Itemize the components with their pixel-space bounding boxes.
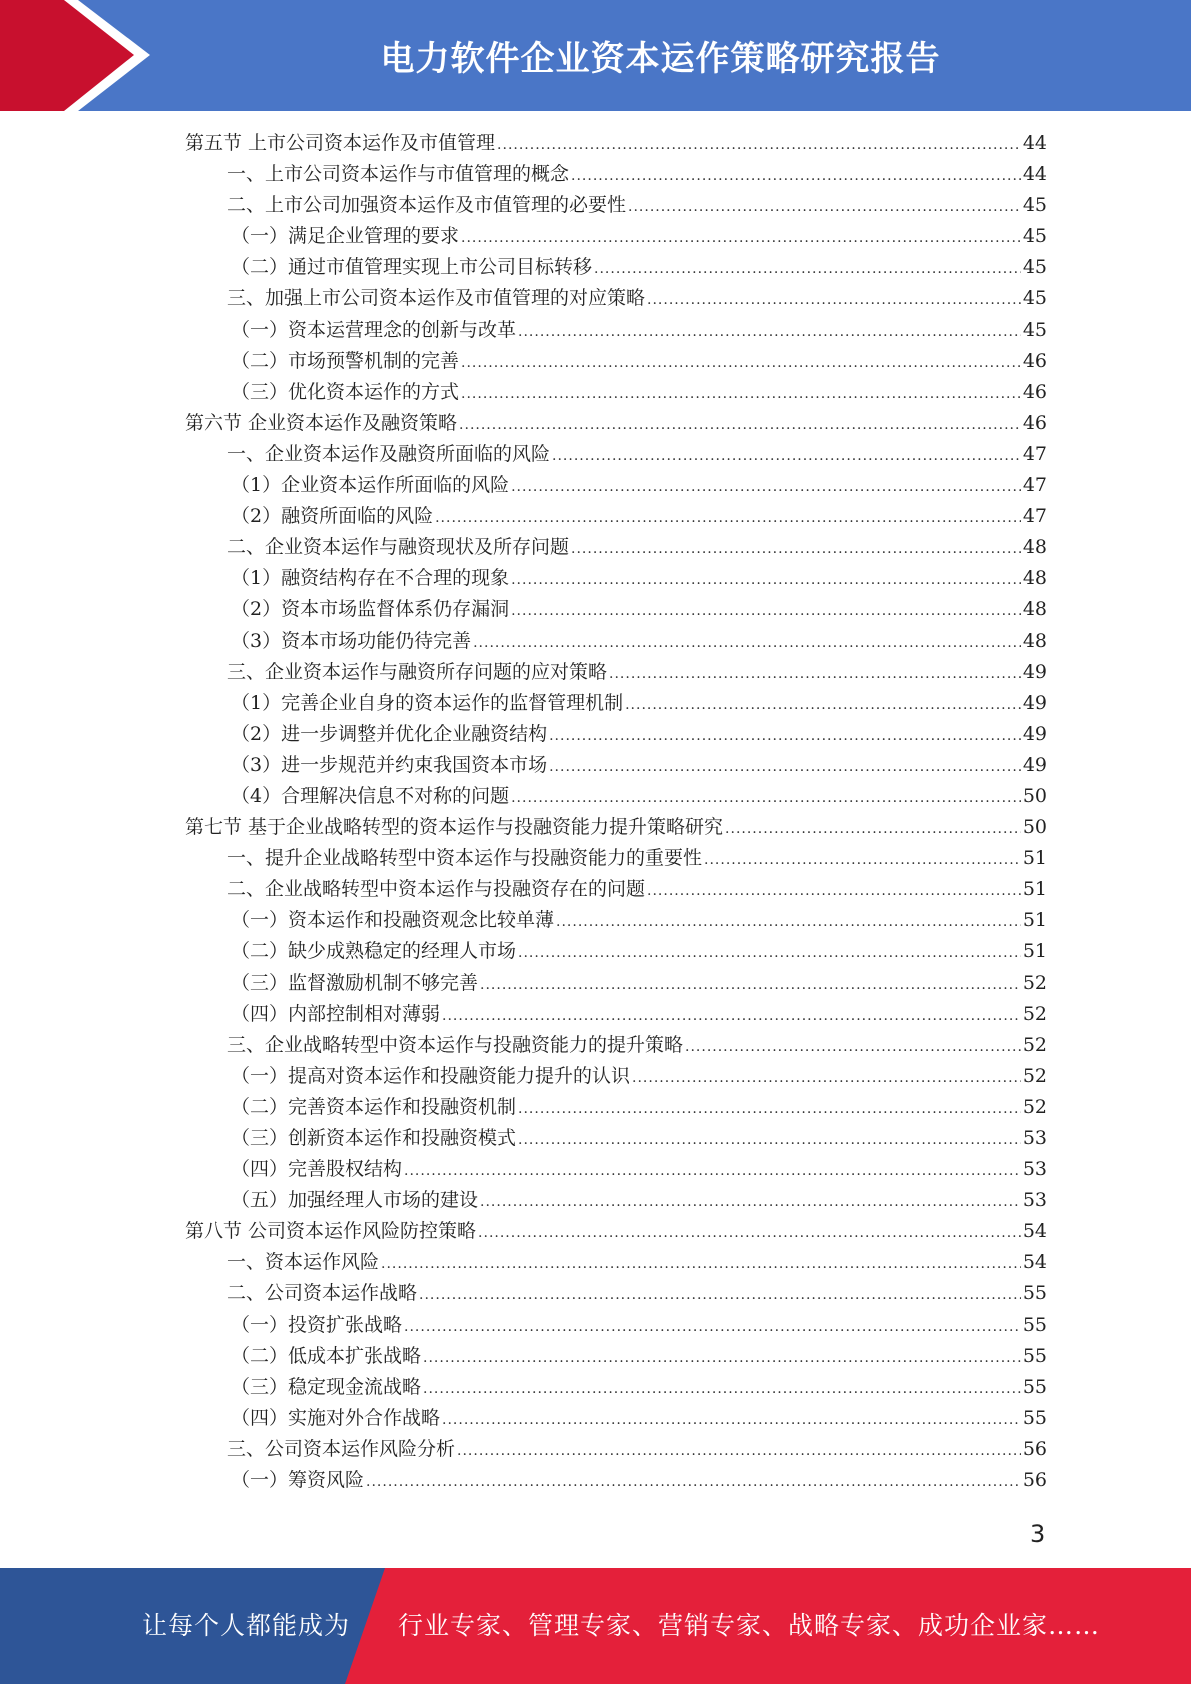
toc-entry-page: 52	[1022, 1002, 1047, 1025]
toc-entry-label: （1）融资结构存在不合理的现象	[231, 567, 510, 590]
toc-dot-leader	[478, 1218, 1021, 1249]
footer-slogan-right: 行业专家、管理专家、营销专家、战略专家、成功企业家……	[398, 1611, 1101, 1640]
toc-entry[interactable]	[185, 563, 1047, 594]
toc-entry-page: 52	[1022, 1064, 1047, 1087]
toc-dot-leader	[685, 1032, 1021, 1063]
toc-entry[interactable]	[185, 1216, 1047, 1247]
toc-dot-leader	[511, 596, 1021, 627]
toc-dot-leader	[461, 379, 1021, 410]
toc-dot-leader	[511, 565, 1021, 596]
toc-entry-label: （三）稳定现金流战略	[231, 1375, 422, 1398]
toc-entry-label: （四）完善股权结构	[231, 1158, 403, 1181]
toc-entry-page: 48	[1022, 629, 1047, 652]
toc-entry-page: 45	[1022, 225, 1047, 248]
toc-dot-leader	[725, 814, 1021, 845]
toc-dot-leader	[473, 628, 1021, 659]
toc-dot-leader	[549, 721, 1021, 752]
toc-entry-page: 49	[1022, 753, 1047, 776]
toc-entry-label: 第八节 公司资本运作风险防控策略	[185, 1220, 477, 1243]
toc-entry-page: 54	[1022, 1220, 1047, 1243]
toc-entry-page: 52	[1022, 1095, 1047, 1118]
report-title: 电力软件企业资本运作策略研究报告	[380, 39, 941, 79]
toc-entry-label: （三）监督激励机制不够完善	[231, 971, 479, 994]
toc-entry[interactable]	[185, 128, 1047, 159]
toc-entry-page: 55	[1022, 1313, 1047, 1336]
toc-entry-label: （一）资本运营理念的创新与改革	[231, 318, 517, 341]
toc-entry-page: 52	[1022, 1033, 1047, 1056]
toc-entry-label: 第七节 基于企业战略转型的资本运作与投融资能力提升策略研究	[185, 816, 724, 839]
toc-dot-leader	[647, 285, 1021, 316]
toc-entry[interactable]	[185, 1278, 1047, 1309]
table-of-contents	[185, 128, 1047, 1496]
toc-dot-leader	[556, 907, 1021, 938]
toc-entry-label: （3）资本市场功能仍待完善	[231, 629, 472, 652]
toc-entry-page: 55	[1022, 1282, 1047, 1305]
toc-entry[interactable]	[185, 315, 1047, 346]
toc-entry-label: （4）合理解决信息不对称的问题	[231, 784, 510, 807]
toc-entry-page: 50	[1022, 784, 1047, 807]
toc-entry[interactable]	[185, 439, 1047, 470]
toc-entry-page: 54	[1022, 1251, 1047, 1274]
toc-entry-page: 53	[1022, 1127, 1047, 1149]
toc-dot-leader	[404, 1312, 1021, 1343]
toc-entry-page: 56	[1022, 1469, 1047, 1492]
toc-entry-page: 49	[1022, 660, 1047, 683]
toc-entry-label: 一、资本运作风险	[227, 1251, 380, 1274]
toc-entry[interactable]	[185, 221, 1047, 252]
toc-entry-page: 51	[1022, 878, 1047, 901]
toc-entry[interactable]	[185, 626, 1047, 657]
toc-entry[interactable]	[185, 408, 1047, 439]
toc-entry[interactable]	[185, 1092, 1047, 1123]
toc-dot-leader	[518, 317, 1021, 348]
header-arrow-decoration	[0, 0, 150, 111]
toc-entry-label: （二）低成本扩张战略	[231, 1344, 422, 1367]
toc-entry[interactable]	[185, 936, 1047, 967]
toc-entry-label: 三、企业资本运作与融资所存问题的应对策略	[227, 660, 608, 683]
toc-dot-leader	[366, 1467, 1021, 1498]
toc-entry[interactable]	[185, 657, 1047, 688]
toc-entry[interactable]	[185, 252, 1047, 283]
toc-entry[interactable]	[185, 1310, 1047, 1341]
toc-entry-page: 47	[1022, 442, 1047, 465]
toc-dot-leader	[480, 970, 1021, 1001]
toc-entry[interactable]	[185, 999, 1047, 1030]
toc-entry-label: （2）资本市场监督体系仍存漏洞	[231, 598, 510, 621]
toc-entry-label: 二、企业战略转型中资本运作与投融资存在的问题	[227, 878, 646, 901]
toc-dot-leader	[647, 876, 1021, 907]
toc-entry[interactable]	[185, 1372, 1047, 1403]
toc-entry[interactable]	[185, 781, 1047, 812]
toc-dot-leader	[594, 254, 1021, 285]
toc-entry[interactable]	[185, 1341, 1047, 1372]
toc-entry-label: 二、上市公司加强资本运作及市值管理的必要性	[227, 194, 627, 217]
toc-entry[interactable]	[185, 283, 1047, 314]
toc-entry-label: 二、公司资本运作战略	[227, 1282, 418, 1305]
toc-entry[interactable]	[185, 470, 1047, 501]
toc-entry[interactable]	[185, 1434, 1047, 1465]
toc-entry-page: 55	[1022, 1406, 1047, 1429]
toc-entry[interactable]	[185, 594, 1047, 625]
toc-entry[interactable]	[185, 1465, 1047, 1496]
toc-dot-leader	[518, 938, 1021, 969]
toc-entry-label: （二）市场预警机制的完善	[231, 349, 460, 372]
toc-entry-label: 三、企业战略转型中资本运作与投融资能力的提升策略	[227, 1033, 684, 1056]
toc-entry[interactable]	[185, 532, 1047, 563]
toc-entry-label: （四）实施对外合作战略	[231, 1406, 441, 1429]
toc-dot-leader	[435, 503, 1021, 534]
toc-entry-page: 56	[1022, 1437, 1047, 1460]
toc-entry-label: （一）筹资风险	[231, 1469, 365, 1492]
toc-entry[interactable]	[185, 1403, 1047, 1434]
toc-entry-page: 48	[1022, 598, 1047, 621]
toc-entry-page: 46	[1022, 411, 1047, 434]
toc-entry-page: 53	[1022, 1158, 1047, 1181]
toc-entry[interactable]	[185, 346, 1047, 377]
toc-entry[interactable]	[185, 812, 1047, 843]
header-banner	[0, 0, 1191, 111]
toc-dot-leader	[628, 192, 1021, 223]
toc-entry-label: （1）完善企业自身的资本运作的监督管理机制	[231, 691, 624, 714]
toc-entry-label: （三）优化资本运作的方式	[231, 380, 460, 403]
toc-entry-label: （二）通过市值管理实现上市公司目标转移	[231, 256, 593, 279]
page-number: 3	[1030, 1520, 1046, 1548]
toc-dot-leader	[419, 1280, 1021, 1311]
toc-dot-leader	[423, 1374, 1021, 1405]
toc-entry-page: 45	[1022, 318, 1047, 341]
toc-entry[interactable]	[185, 1247, 1047, 1278]
toc-entry-label: （3）进一步规范并约束我国资本市场	[231, 753, 548, 776]
toc-entry-page: 46	[1022, 380, 1047, 403]
toc-dot-leader	[511, 783, 1021, 814]
toc-dot-leader	[480, 1187, 1021, 1218]
toc-entry-label: 第五节 上市公司资本运作及市值管理	[185, 132, 496, 154]
toc-dot-leader	[571, 161, 1021, 192]
toc-entry-label: 一、上市公司资本运作与市值管理的概念	[227, 163, 570, 186]
toc-entry-page: 51	[1022, 940, 1047, 963]
toc-entry-page: 51	[1022, 847, 1047, 870]
toc-dot-leader	[518, 1125, 1021, 1156]
toc-dot-leader	[571, 534, 1021, 565]
toc-dot-leader	[552, 441, 1021, 472]
toc-dot-leader	[497, 130, 1021, 161]
toc-dot-leader	[625, 690, 1021, 721]
toc-entry-page: 53	[1022, 1189, 1047, 1212]
toc-entry[interactable]	[185, 1061, 1047, 1092]
toc-entry-page: 44	[1022, 132, 1047, 154]
toc-entry-label: （2）融资所面临的风险	[231, 505, 434, 528]
toc-entry-label: （一）提高对资本运作和投融资能力提升的认识	[231, 1064, 631, 1087]
toc-entry[interactable]	[185, 688, 1047, 719]
toc-entry-label: （四）内部控制相对薄弱	[231, 1002, 441, 1025]
toc-entry-page: 47	[1022, 505, 1047, 528]
toc-entry-label: （二）完善资本运作和投融资机制	[231, 1095, 517, 1118]
toc-dot-leader	[459, 410, 1021, 441]
toc-entry-label: （三）创新资本运作和投融资模式	[231, 1127, 517, 1149]
toc-entry[interactable]	[185, 1154, 1047, 1185]
toc-entry-label: （五）加强经理人市场的建设	[231, 1189, 479, 1212]
toc-entry-page: 51	[1022, 909, 1047, 932]
toc-entry-page: 49	[1022, 722, 1047, 745]
toc-dot-leader	[518, 1094, 1021, 1125]
toc-entry-page: 48	[1022, 567, 1047, 590]
toc-dot-leader	[423, 1343, 1021, 1374]
toc-entry-page: 46	[1022, 349, 1047, 372]
toc-dot-leader	[549, 752, 1021, 783]
toc-entry[interactable]	[185, 874, 1047, 905]
toc-dot-leader	[461, 348, 1021, 379]
toc-entry-page: 55	[1022, 1344, 1047, 1367]
toc-entry[interactable]	[185, 190, 1047, 221]
toc-entry-label: （一）投资扩张战略	[231, 1313, 403, 1336]
toc-dot-leader	[442, 1001, 1021, 1032]
footer-slogan-left: 让每个人都能成为	[142, 1611, 351, 1640]
toc-entry[interactable]	[185, 501, 1047, 532]
toc-entry-page: 45	[1022, 256, 1047, 279]
toc-entry[interactable]	[185, 750, 1047, 781]
toc-entry[interactable]	[185, 843, 1047, 874]
toc-entry[interactable]	[185, 968, 1047, 999]
toc-entry-page: 47	[1022, 474, 1047, 497]
toc-entry-label: （1）企业资本运作所面临的风险	[231, 474, 510, 497]
toc-dot-leader	[609, 659, 1021, 690]
toc-dot-leader	[404, 1156, 1021, 1187]
toc-entry-page: 52	[1022, 971, 1047, 994]
toc-entry[interactable]	[185, 1030, 1047, 1061]
toc-dot-leader	[704, 845, 1021, 876]
toc-entry-label: 二、企业资本运作与融资现状及所存问题	[227, 536, 570, 559]
toc-entry-label: 第六节 企业资本运作及融资策略	[185, 411, 458, 434]
toc-entry[interactable]	[185, 719, 1047, 750]
toc-entry[interactable]	[185, 159, 1047, 190]
toc-dot-leader	[442, 1405, 1021, 1436]
toc-entry-label: （一）资本运作和投融资观念比较单薄	[231, 909, 555, 932]
toc-dot-leader	[457, 1436, 1021, 1467]
toc-dot-leader	[511, 472, 1021, 503]
footer-banner	[0, 1568, 1191, 1684]
toc-entry-page: 49	[1022, 691, 1047, 714]
toc-entry[interactable]	[185, 1185, 1047, 1216]
toc-entry-label: 一、企业资本运作及融资所面临的风险	[227, 442, 551, 465]
toc-entry-label: 三、加强上市公司资本运作及市值管理的对应策略	[227, 287, 646, 310]
toc-dot-leader	[632, 1063, 1021, 1094]
toc-entry-page: 55	[1022, 1375, 1047, 1398]
toc-dot-leader	[381, 1249, 1021, 1280]
toc-dot-leader	[461, 223, 1021, 254]
toc-entry-label: 三、公司资本运作风险分析	[227, 1437, 456, 1460]
toc-entry-page: 45	[1022, 287, 1047, 310]
toc-entry-label: 一、提升企业战略转型中资本运作与投融资能力的重要性	[227, 847, 703, 870]
toc-entry-page: 44	[1022, 163, 1047, 186]
toc-entry-label: （二）缺少成熟稳定的经理人市场	[231, 940, 517, 963]
toc-entry[interactable]	[185, 1123, 1047, 1154]
toc-entry-page: 50	[1022, 816, 1047, 839]
toc-entry-page: 45	[1022, 194, 1047, 217]
toc-entry-label: （2）进一步调整并优化企业融资结构	[231, 722, 548, 745]
toc-entry-label: （一）满足企业管理的要求	[231, 225, 460, 248]
toc-entry[interactable]	[185, 377, 1047, 408]
toc-entry-page: 48	[1022, 536, 1047, 559]
toc-entry[interactable]	[185, 905, 1047, 936]
